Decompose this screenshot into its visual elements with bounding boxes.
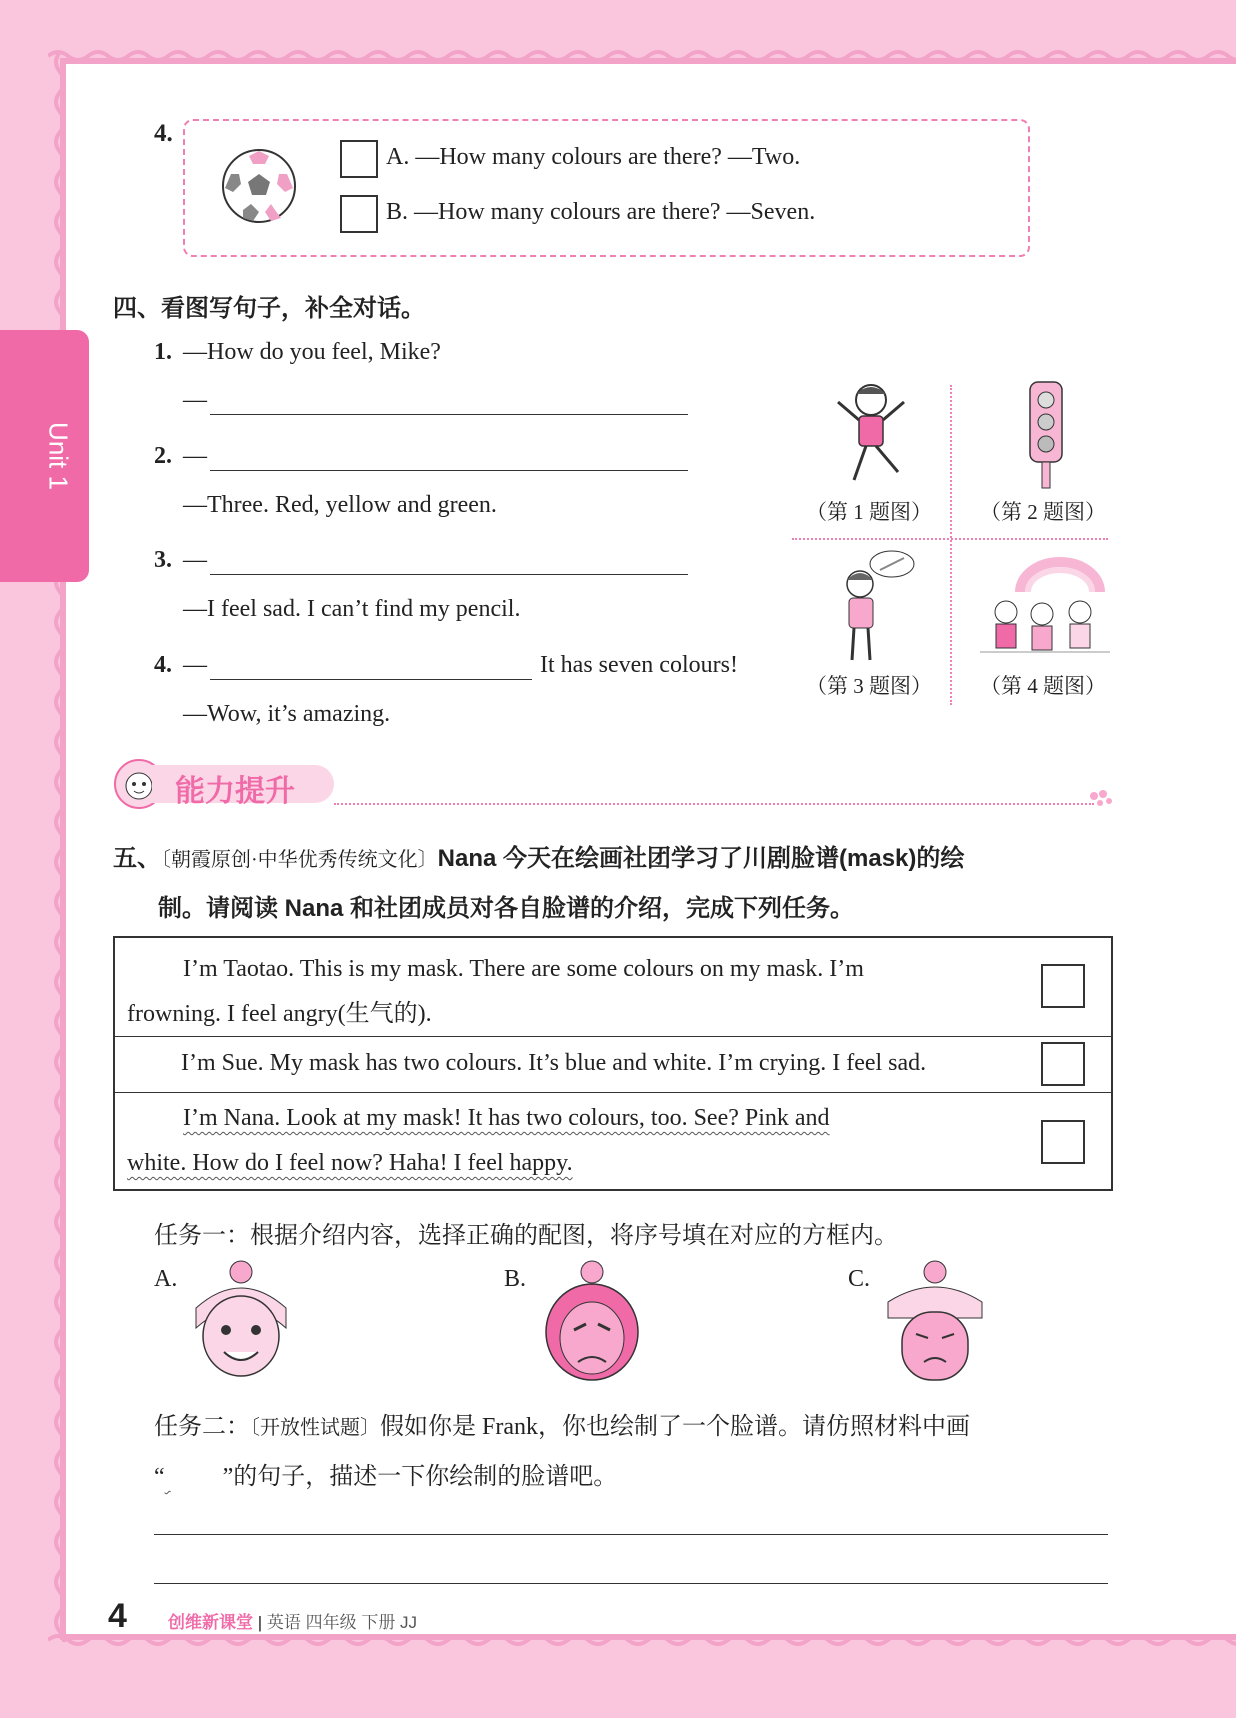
mask-c-illustration (880, 1258, 990, 1384)
table-row1-line1: I’m Taotao. This is my mask. There are some colours on my mask. I’m (183, 956, 864, 982)
mask-c-label: C. (848, 1266, 871, 1292)
table-row-separator (115, 1036, 1111, 1037)
section5-tag: 〔朝霞原创·中华优秀传统文化〕 (161, 849, 438, 871)
task2-prefix: 任务二： (154, 1414, 250, 1440)
s4-item3-line2: —I feel sad. I can’t find my pencil. (183, 596, 521, 622)
s4-item4-dash: — (183, 652, 207, 678)
task2-line2 (154, 1456, 617, 1491)
children-rainbow-illustration (980, 552, 1110, 664)
s4-item2-answer-line[interactable] (210, 470, 688, 471)
s4-item4-suffix: It has seven colours! (540, 652, 738, 678)
s4-item4-answer-line[interactable] (210, 679, 532, 680)
task2-open-quote: “ (154, 1464, 165, 1490)
q4-option-a-checkbox[interactable] (340, 140, 378, 178)
unit-tab-label: Unit 1 (43, 422, 74, 490)
s4-item1-line1: —How do you feel, Mike? (183, 339, 441, 365)
pic-grid-divider-horizontal (792, 538, 1108, 540)
task1-text: 任务一：根据介绍内容，选择正确的配图，将序号填在对应的方框内。 (154, 1223, 898, 1249)
footer-brand: 创维新课堂 (168, 1613, 253, 1632)
table-row-separator (115, 1092, 1111, 1093)
s4-item2-line2: —Three. Red, yellow and green. (183, 492, 497, 518)
task2-text: 假如你是 Frank，你也绘制了一个脸谱。请仿照材料中画 (380, 1414, 970, 1440)
table-row3-answer-box[interactable] (1041, 1120, 1085, 1164)
task2-answer-line-2[interactable] (154, 1583, 1108, 1584)
banner-title: 能力提升 (175, 775, 295, 808)
footer-text (168, 1608, 417, 1633)
section5-prefix: 五、 (113, 846, 161, 872)
boy-jumping-illustration (826, 380, 916, 490)
banner-dotted-line (334, 803, 1094, 805)
task2-line2-end: ”的句子，描述一下你绘制的脸谱吧。 (222, 1464, 618, 1490)
task2-tag: 〔开放性试题〕 (250, 1417, 380, 1439)
task2-wavy-sample (165, 1464, 223, 1491)
soccer-ball-icon (221, 148, 297, 224)
task2-line1 (154, 1406, 970, 1441)
section5-heading-text1: Nana 今天在绘画社团学习了川剧脸谱(mask)的绘 (437, 845, 965, 872)
s4-item3-dash: — (183, 547, 207, 573)
mask-b-label: B. (504, 1266, 527, 1292)
pic-grid-divider-vertical (950, 385, 952, 705)
s4-item2-dash: — (183, 443, 207, 469)
pic-label-2: （第 2 题图） (980, 500, 1106, 524)
table-row2-answer-box[interactable] (1041, 1042, 1085, 1086)
mask-a-illustration (186, 1258, 296, 1384)
flower-dots-icon (1088, 788, 1114, 808)
girl-sad-illustration (822, 548, 922, 666)
q4-option-b: B. —How many colours are there? —Seven. (386, 199, 816, 225)
q4-dashed-box (183, 119, 1030, 257)
table-row3-line1: I’m Nana. Look at my mask! It has two colours, too. See? Pink and (183, 1105, 830, 1131)
q4-option-a: A. —How many colours are there? —Two. (386, 144, 801, 170)
s4-item3-number: 3. (154, 547, 172, 573)
section4-heading: 四、看图写句子，补全对话。 (113, 296, 425, 322)
wavy-border-left (48, 52, 72, 1642)
unit-side-tab (0, 330, 89, 582)
s4-item2-number: 2. (154, 443, 172, 469)
section5-heading-line2: 制。请阅读 Nana 和社团成员对各自脸谱的介绍，完成下列任务。 (158, 895, 855, 922)
s4-item3-answer-line[interactable] (210, 574, 688, 575)
mask-a-label: A. (154, 1266, 178, 1292)
task2-answer-line-1[interactable] (154, 1534, 1108, 1535)
footer-separator: | (257, 1613, 263, 1632)
s4-item4-number: 4. (154, 652, 172, 678)
s4-item4-line2: —Wow, it’s amazing. (183, 701, 391, 727)
footer-subject: 英语 四年级 下册 JJ (266, 1613, 418, 1632)
pic-label-3: （第 3 题图） (806, 674, 932, 698)
traffic-light-illustration (1022, 378, 1070, 490)
pic-label-4: （第 4 题图） (980, 674, 1106, 698)
wavy-border-top (48, 44, 1236, 68)
page-number: 4 (108, 1597, 127, 1635)
section5-heading-line1 (113, 838, 964, 873)
s4-item1-number: 1. (154, 339, 172, 365)
table-row3-line2: white. How do I feel now? Haha! I feel happy. (127, 1150, 573, 1176)
s4-item1-dash: — (183, 387, 207, 413)
table-row1-answer-box[interactable] (1041, 964, 1085, 1008)
s4-item1-answer-line[interactable] (210, 414, 688, 415)
q4-option-b-checkbox[interactable] (340, 195, 378, 233)
table-row2-line1: I’m Sue. My mask has two colours. It’s blue and white. I’m crying. I feel sad. (181, 1050, 927, 1076)
intro-table (113, 936, 1113, 1191)
pic-label-1: （第 1 题图） (806, 500, 932, 524)
q4-number: 4. (154, 120, 173, 147)
mask-b-illustration (536, 1258, 648, 1386)
table-row1-line2: frowning. I feel angry(生气的). (127, 1001, 432, 1027)
